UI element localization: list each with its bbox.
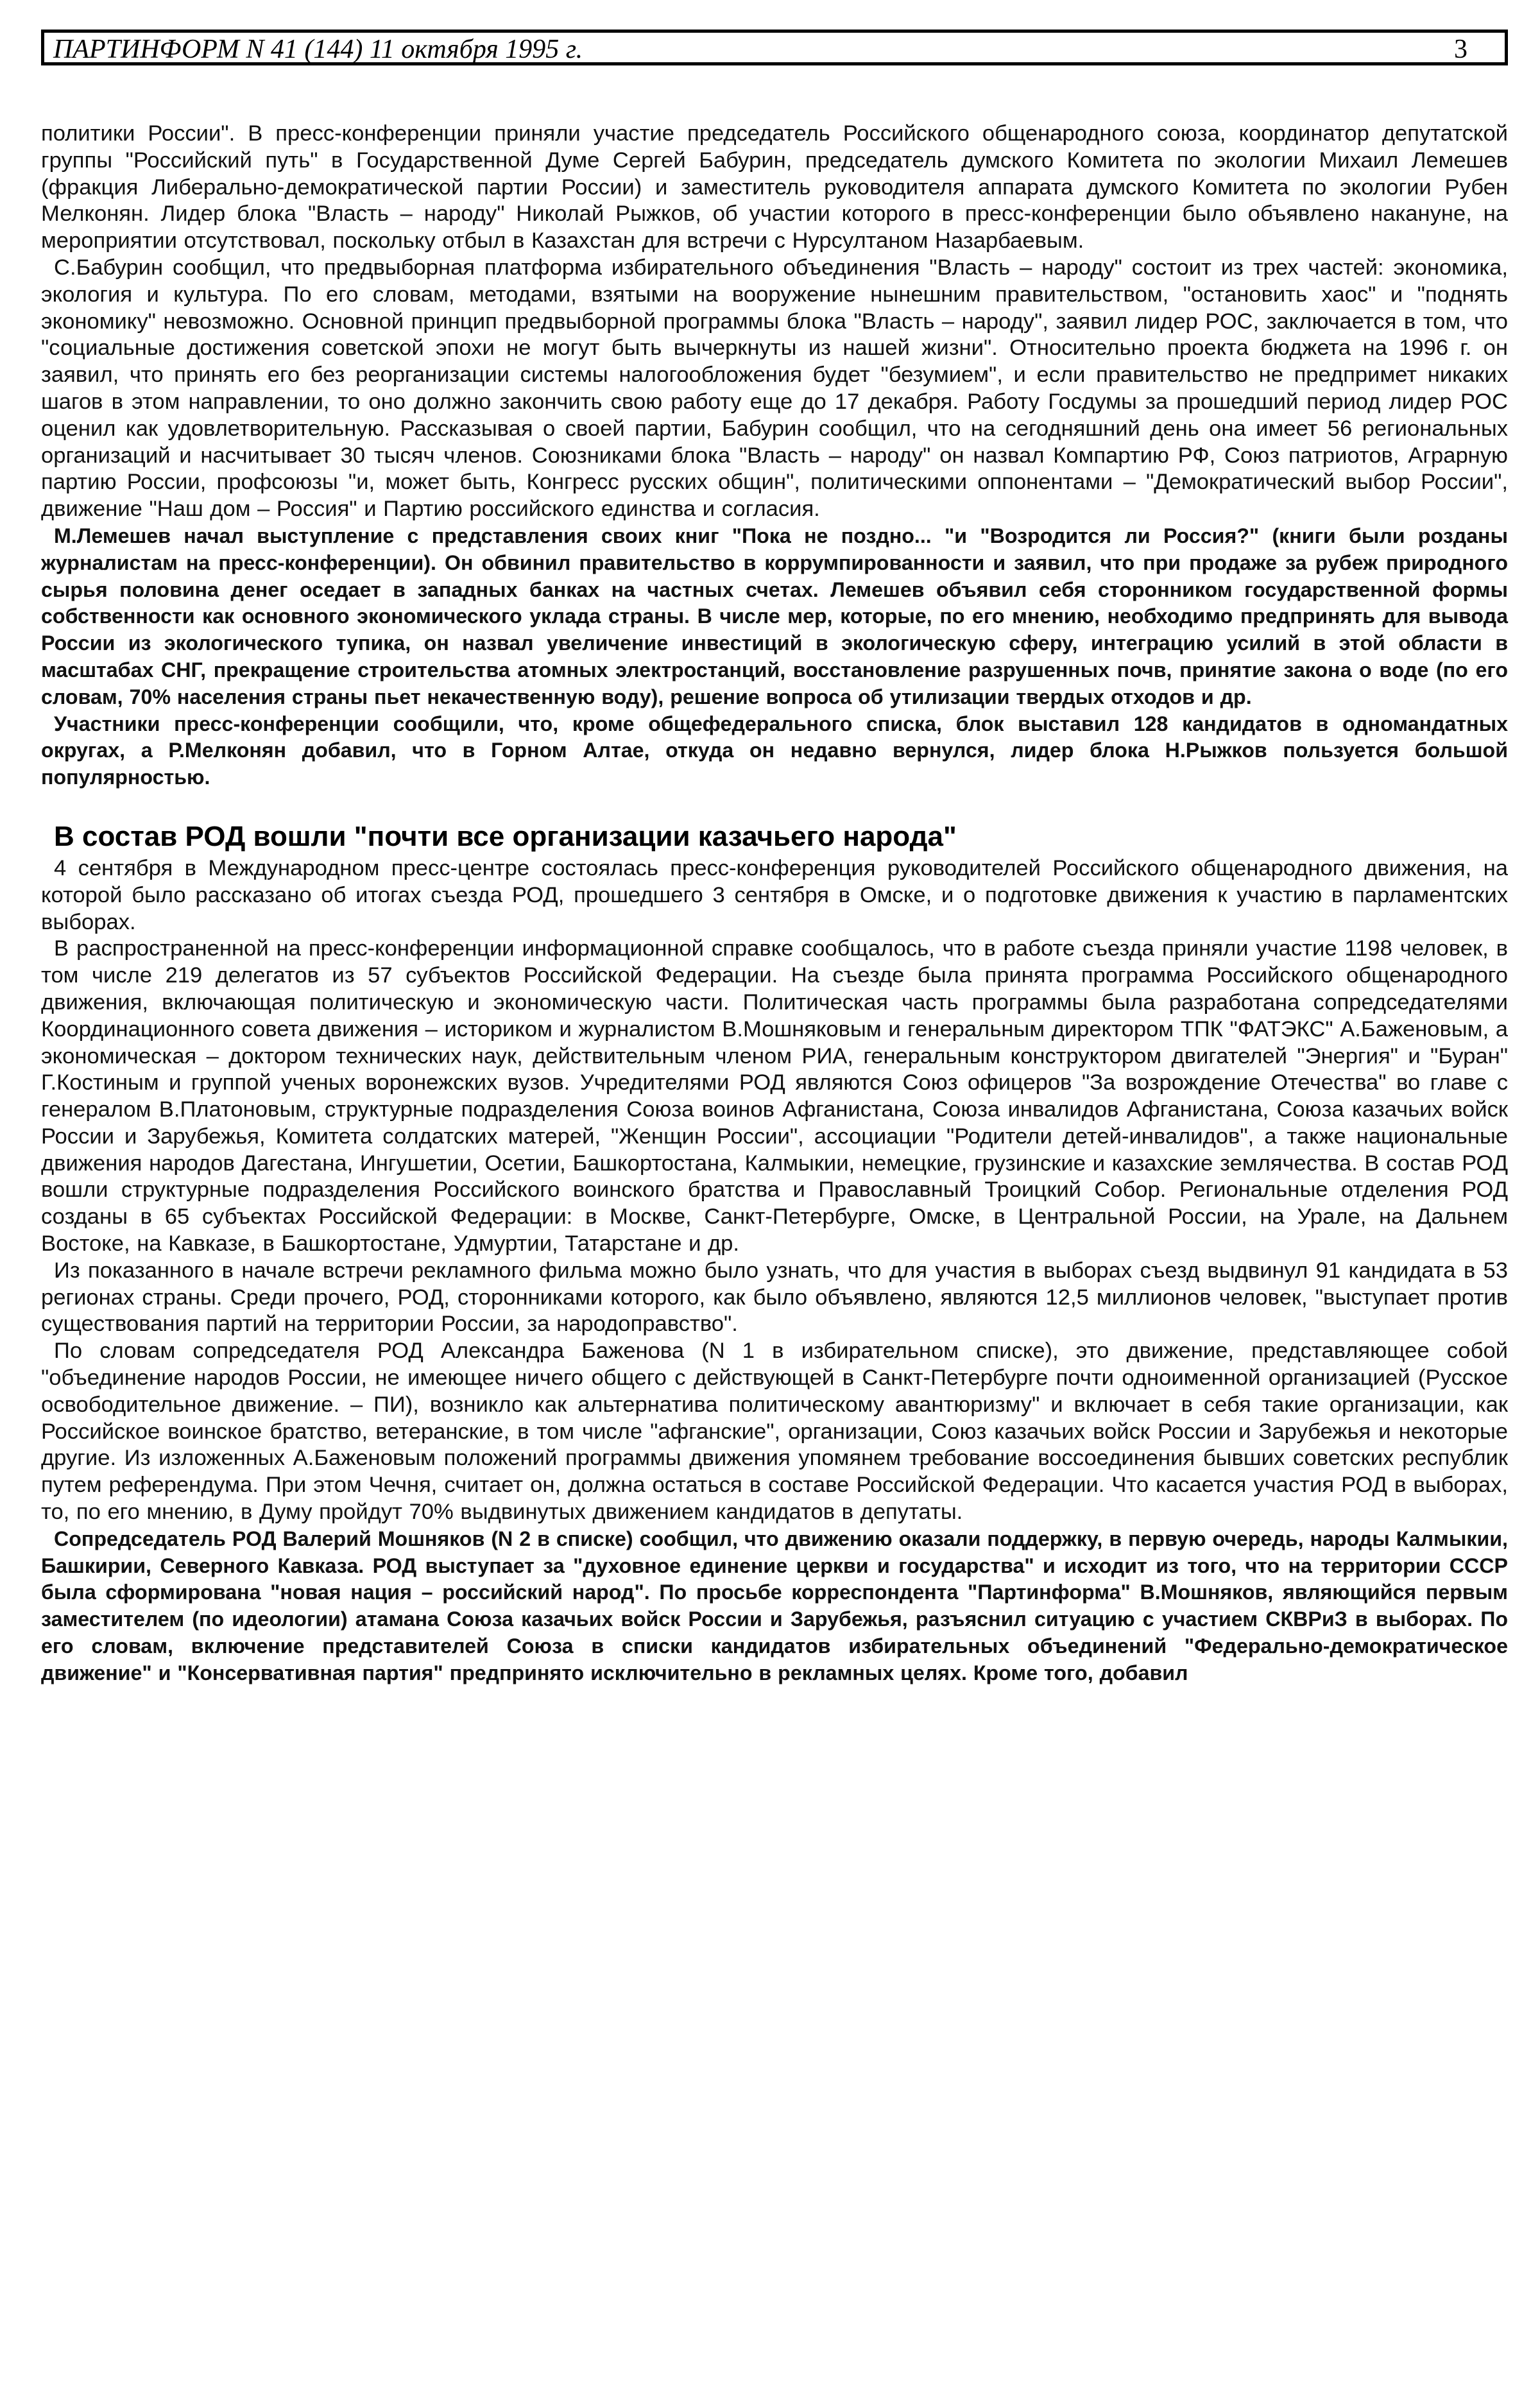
article2-paragraph-1: 4 сентября в Международном пресс-центре состоялась пресс-конференция руководителей Российского общенародного движения, на которой было рассказано об итогах съезда РОД, прошедшего 3 сентября в Омске, и о подготовке движения к участию в парламентских выборах.: [41, 855, 1508, 934]
article2-paragraph-5: Сопредседатель РОД Валерий Мошняков (N 2 в списке) сообщил, что движению оказали поддержку, в первую очередь, народы Калмыкии, Башкирии, Северного Кавказа. РОД выступает за "духовное единение церкви и государства" и исходит из того, что на территории СССР была сформирована "новая нация – российский народ". По просьбе корреспондента "Партинформа" В.Мошняков, являющийся первым заместителем (по идеологии) атамана Союза казачьих войск России и Зарубежья, разъяснил ситуацию с участием СКВРиЗ в выборах. По его словам, включение представителей Союза в списки кандидатов избирательных объединений "Федерально-демократическое движение" и "Консервативная партия" предпринято исключительно в рекламных целях. Кроме того, добавил: [41, 1527, 1508, 1684]
page-number: 3: [1454, 35, 1467, 64]
article2-paragraph-2: В распространенной на пресс-конференции информационной справке сообщалось, что в работе съезда приняли участие 1198 человек, в том числе 219 делегатов из 57 субъектов Российской Федерации. На съезде была принята программа Российского общенародного движения, включающая политическую и экономическую части. Политическая часть программы была разработана сопредседателями Координационного совета движения – историком и журналистом В.Мошняковым и генеральным директором ТПК "ФАТЭКС" А.Баженовым, а экономическая – доктором технических наук, действительным членом РИА, генеральным конструктором двигателей "Энергия" и "Буран" Г.Костиным и группой ученых воронежских вузов. Учредителями РОД являются Союз офицеров "За возрождение Отечества" во главе с генералом В.Платоновым, структурные подразделения Союза воинов Афганистана, Союза инвалидов Афганистана, Союза казачьих войск России и Зарубежья, Комитета солдатских матерей, "Женщин России", ассоциации "Родители детей-инвалидов", а также национальные движения народов Дагестана, Ингушетии, Осетии, Башкортостана, Калмыкии, немецкие, грузинские и казахские землячества. В состав РОД вошли структурные подразделения Российского воинского братства и Православный Троицкий Собор. Региональные отделения РОД созданы в 65 субъектах Российской Федерации: в Москве, Санкт-Петербурге, Омске, в Центральной России, на Урале, на Дальнем Востоке, на Кавказе, в Башкортостане, Удмуртии, Татарстане и др.: [41, 936, 1508, 1256]
page-content: [41, 121, 1508, 1687]
article1-paragraph-2: С.Бабурин сообщил, что предвыборная платформа избирательного объединения "Власть – народу" состоит из трех частей: экономика, экология и культура. По его словам, методами, взятыми на вооружение нынешним правительством, "остановить хаос" и "поднять экономику" невозможно. Основной принцип предвыборной программы блока "Власть – народу", заявил лидер РОС, заключается в том, что "социальные достижения советской эпохи не могут быть вычеркнуты из нашей жизни". Относительно проекта бюджета на 1996 г. он заявил, что принять его без реорганизации системы налогообложения будет "безумием", и если правительство не предпримет никаких шагов в этом направлении, то оно должно закончить свою работу еще до 17 декабря. Работу Госдумы за прошедший период лидер РОС оценил как удовлетворительную. Рассказывая о своей партии, Бабурин сообщил, что на сегодняшний день она имеет 56 региональных организаций и насчитывает 30 тысяч членов. Союзниками блока "Власть – народу" он назвал Компартию РФ, Союз патриотов, Аграрную партию России, профсоюзы "и, может быть, Конгресс русских общин", политическими оппонентами – "Демократический выбор России", движение "Наш дом – Россия" и Партию российского единства и согласия.: [41, 255, 1508, 522]
publication-title: ПАРТИНФОРМ N 41 (144) 11 октября 1995 г.: [53, 35, 583, 64]
article1-paragraph-1: политики России". В пресс-конференции приняли участие председатель Российского общенародного союза, координатор депутатской группы "Российский путь" в Государственной Думе Сергей Бабурин, председатель думского Комитета по экологии Михаил Лемешев (фракция Либерально-демократической партии России) и заместитель руководителя аппарата думского Комитета по экологии Рубен Мелконян. Лидер блока "Власть – народу" Николай Рыжков, об участии которого в пресс-конференции было объявлено накануне, на мероприятии отсутствовал, поскольку отбыл в Казахстан для встречи с Нурсултаном Назарбаевым.: [41, 121, 1508, 253]
article1-paragraph-4: Участники пресс-конференции сообщили, что, кроме общефедерального списка, блок выставил 128 кандидатов в одномандатных округах, а Р.Мелконян добавил, что в Горном Алтае, откуда он недавно вернулся, лидер блока Н.Рыжков пользуется большой популярностью.: [41, 712, 1508, 789]
article2-paragraph-3: Из показанного в начале встречи рекламного фильма можно было узнать, что для участия в выборах съезд выдвинул 91 кандидата в 53 регионах страны. Среди прочего, РОД, сторонниками которого, как было объявлено, являются 12,5 миллионов человек, "выступает против существования партий на территории России, за народоправство".: [41, 1258, 1508, 1337]
article1-paragraph-3: М.Лемешев начал выступление с представления своих книг "Пока не поздно... "и "Возродится ли Россия?" (книги были розданы журналистам на пресс-конференции). Он обвинил правительство в коррумпированности и заявил, что при продаже за рубеж природного сырья половина денег оседает в западных банках на частных счетах. Лемешев объявил себя сторонником государственной формы собственности как основного экономического уклада страны. В числе мер, которые, по его мнению, необходимо предпринять для вывода России из экологического тупика, он назвал увеличение инвестиций в экологическую сферу, интеграцию усилий в этой области в масштабах СНГ, прекращение строительства атомных электростанций, восстановление разрушенных почв, принятие закона о воде (по его словам, 70% населения страны пьет некачественную воду), решение вопроса об утилизации твердых отходов и др.: [41, 524, 1508, 708]
page-header: [41, 30, 1508, 65]
article2-paragraph-4: По словам сопредседателя РОД Александра Баженова (N 1 в избирательном списке), это движение, представляющее собой "объединение народов России, не имеющее ничего общего с действующей в Санкт-Петербурге почти одноименной организацией (Русское освободительное движение. – ПИ), возникло как альтернатива политическому авантюризму" и включает в себя такие организации, как Российское воинское братство, ветеранские, в том числе "афганские", организации, Союз казачьих войск России и Зарубежья и некоторые другие. Из изложенных А.Баженовым положений программы движения упомянем требование воссоединения бывших советских республик путем референдума. При этом Чечня, считает он, должна остаться в составе Российской Федерации. Что касается участия РОД в выборах, то, по его мнению, в Думу пройдут 70% выдвинутых движением кандидатов в депутаты.: [41, 1339, 1508, 1525]
article2-headline: В состав РОД вошли "почти все организации казачьего народа": [54, 820, 957, 852]
